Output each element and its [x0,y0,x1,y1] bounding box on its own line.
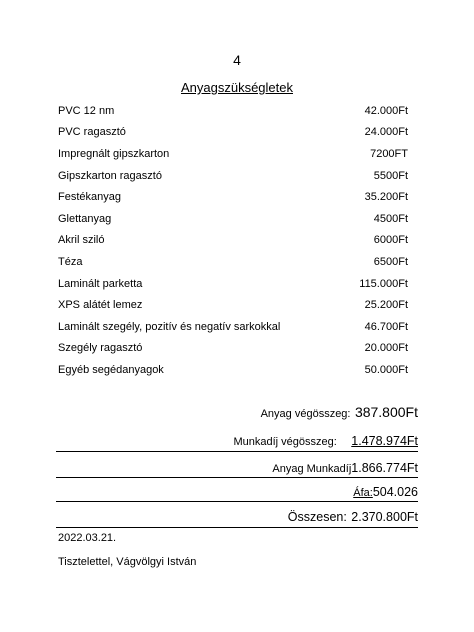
material-labor-row [272,459,418,477]
vat-label: Áfa: [353,487,373,499]
item-price: 20.000Ft [364,342,408,355]
list-item [58,186,414,208]
item-name: Glettanyag [58,212,112,225]
item-price: 115.000Ft [359,277,408,290]
list-item [58,230,414,252]
list-item [58,294,414,316]
item-price: 5500Ft [373,169,408,182]
list-item [58,359,414,381]
grand-total-value: 2.370.800Ft [351,510,418,524]
material-total-row [261,404,418,422]
document-date: 2022.03.21. [58,532,117,544]
item-price: 7200FT [370,147,408,160]
item-price: 42.000Ft [364,104,408,117]
item-price: 24.000Ft [364,126,408,139]
item-name: Téza [58,255,83,268]
labor-total-value: 1.478.974Ft [351,434,418,448]
item-name: Festékanyag [58,191,121,204]
item-name: Szegély ragasztó [58,342,143,355]
grand-total-label: Összesen: [287,510,347,524]
labor-total-label: Munkadíj végösszeg: [233,436,337,448]
divider [56,527,418,528]
item-name: Gipszkarton ragasztó [58,169,162,182]
list-item [58,273,414,295]
list-item [58,338,414,360]
vat-row [353,483,418,501]
item-price: 6000Ft [373,234,408,247]
list-item [58,208,414,230]
list-item [58,316,414,338]
list-item [58,251,414,273]
item-price: 35.200Ft [364,191,408,204]
grand-total-row [288,508,418,526]
item-name: Egyéb segédanyagok [58,363,164,376]
material-list [58,100,414,381]
item-price: 50.000Ft [364,363,408,376]
material-total-label: Anyag végösszeg: [260,408,351,420]
document-title: Anyagszükségletek [180,80,293,95]
material-labor-label: Anyag Munkadíj [272,463,352,475]
list-item [58,100,414,122]
item-name: Impregnált gipszkarton [58,147,170,160]
divider [56,501,418,502]
material-total-value: 387.800Ft [354,404,418,420]
divider [56,451,418,452]
list-item [58,165,414,187]
item-price: 4500Ft [373,212,408,225]
item-name: Akril sziló [58,234,105,247]
item-price: 25.200Ft [364,299,408,312]
page-number: 4 [233,52,241,68]
list-item [58,122,414,144]
list-item [58,143,414,165]
item-name: XPS alátét lemez [58,299,143,312]
vat-value: 504.026 [372,485,418,499]
item-price: 46.700Ft [364,320,408,333]
item-price: 6500Ft [373,255,408,268]
item-name: Laminált szegély, pozitív és negatív sarkokkal [58,320,281,333]
item-name: PVC ragasztó [58,126,126,139]
signature: Tisztelettel, Vágvölgyi István [58,556,197,568]
labor-total-row [233,432,418,450]
divider [56,477,418,478]
item-name: PVC 12 nm [58,104,115,117]
material-labor-value: 1.866.774Ft [351,461,418,475]
item-name: Laminált parketta [58,277,143,290]
